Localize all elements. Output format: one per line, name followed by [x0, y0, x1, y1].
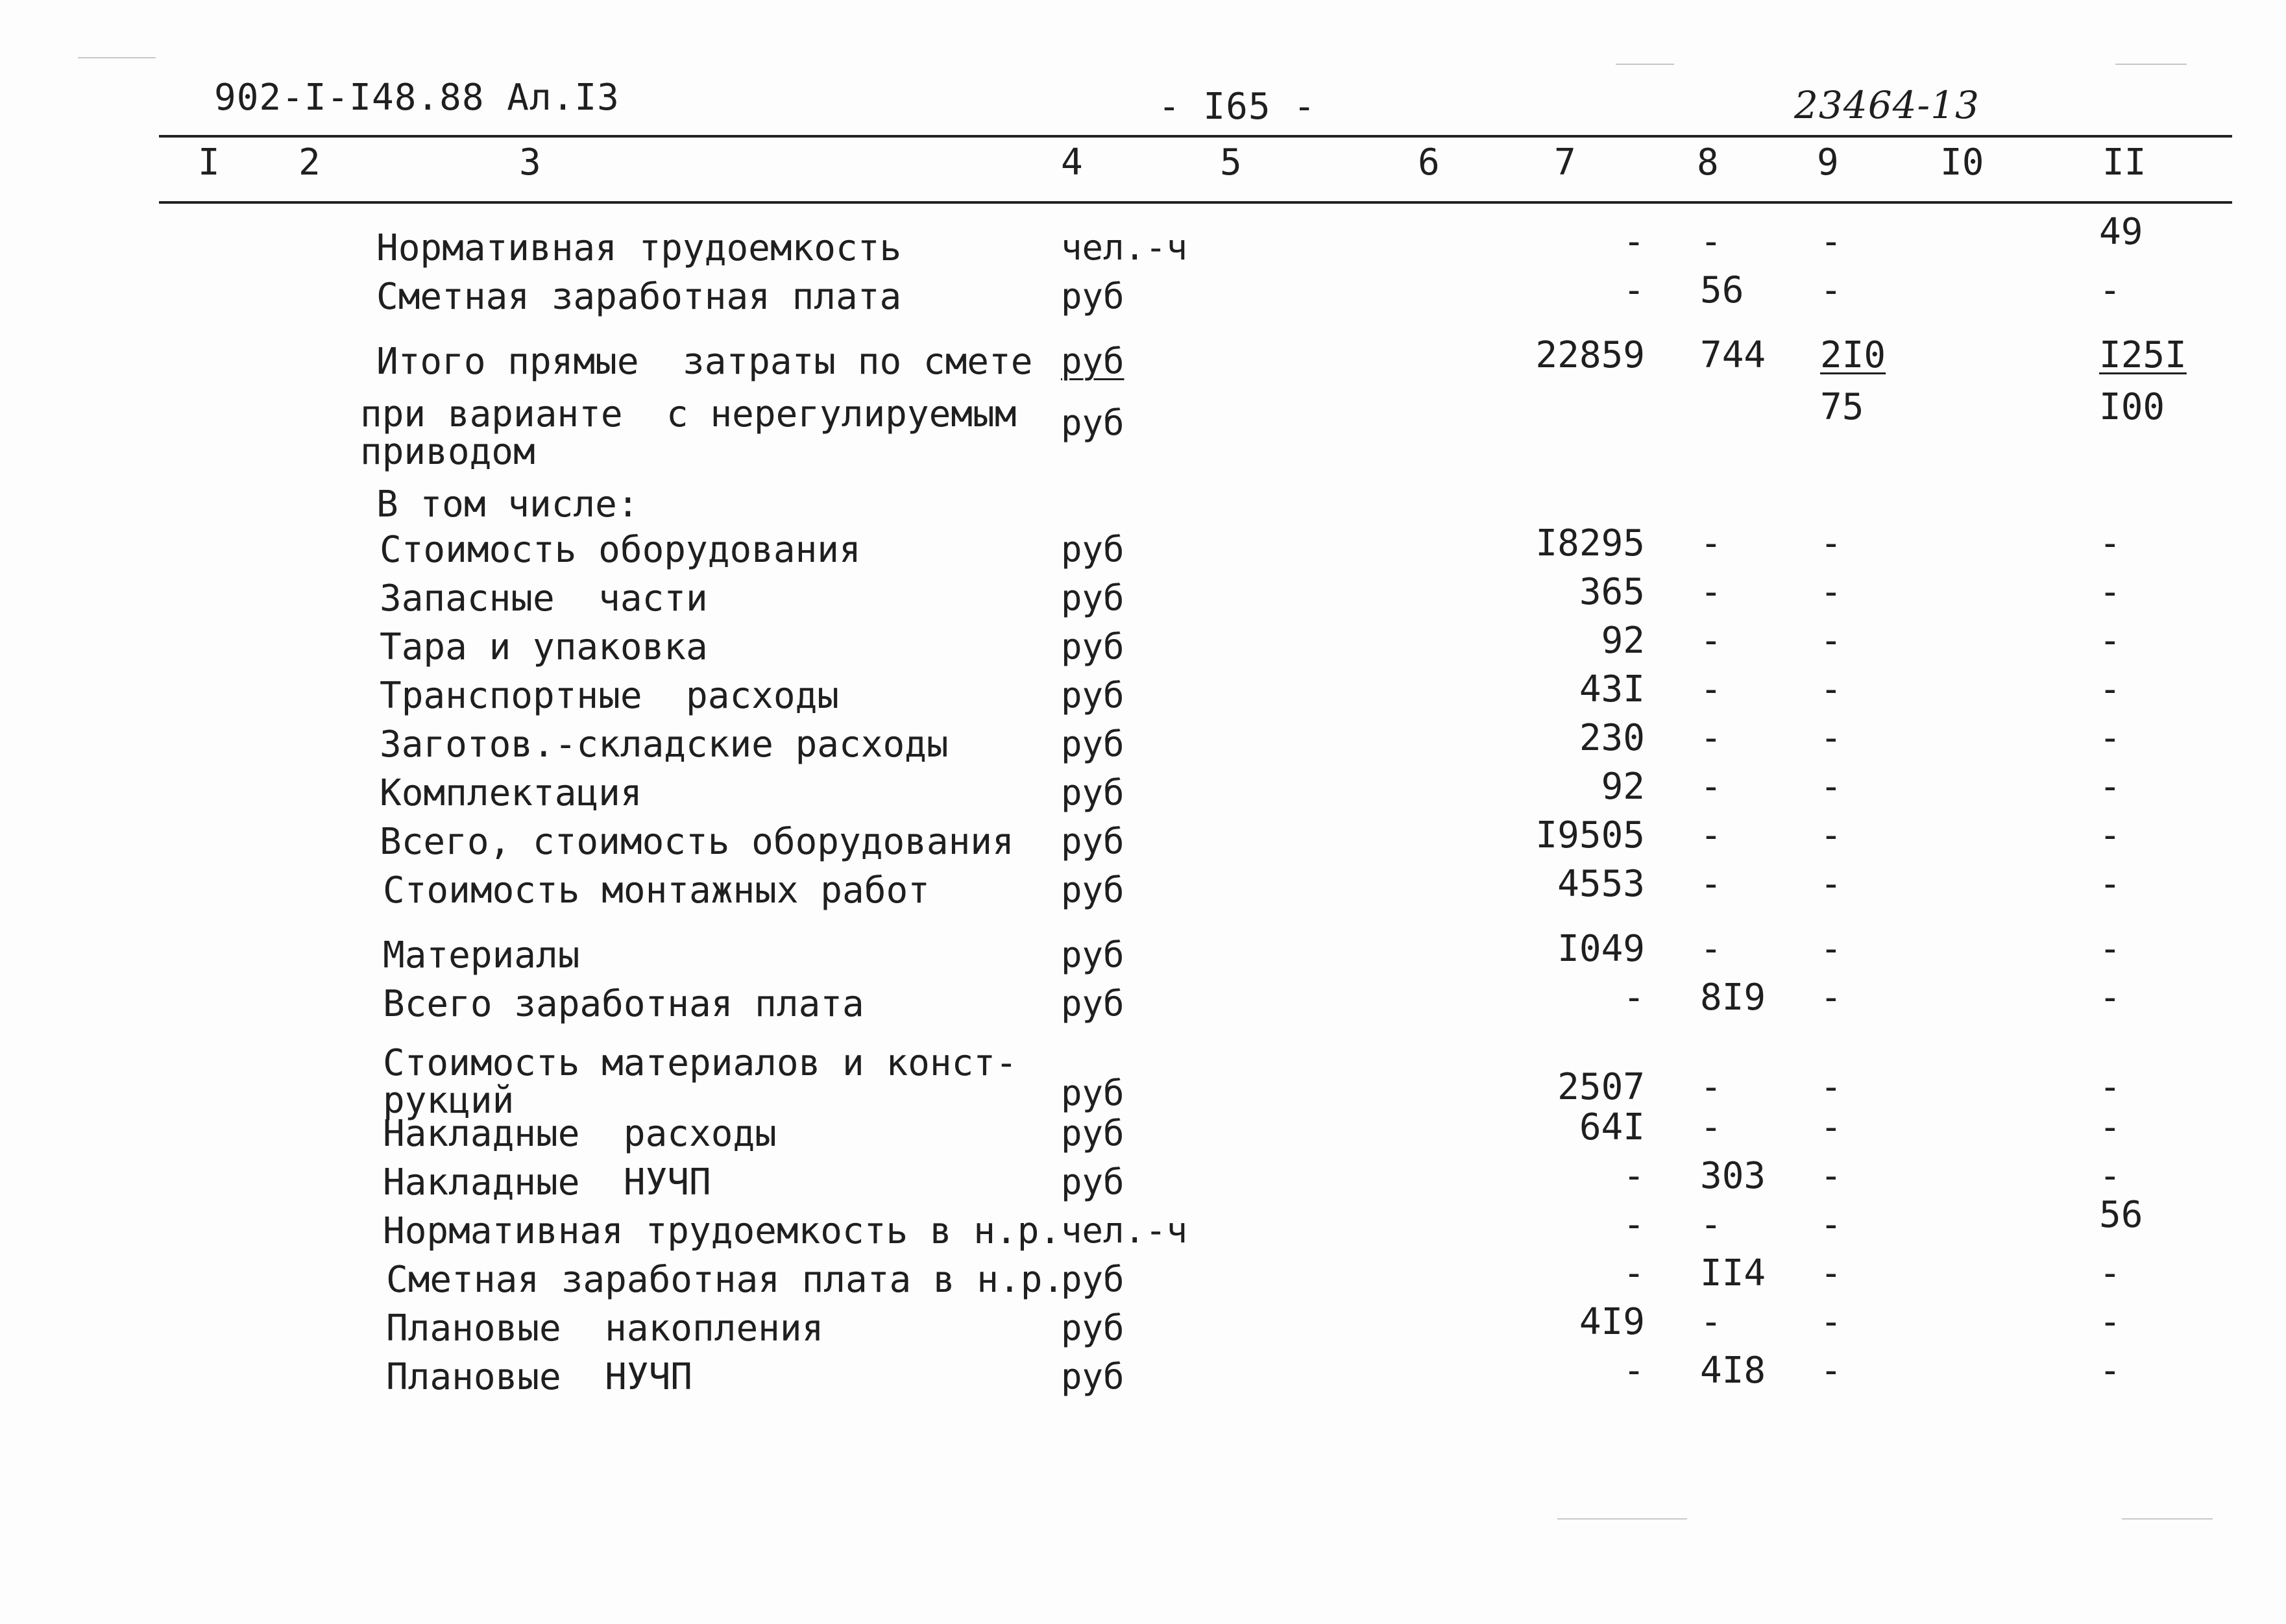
- row-description: Стоимость монтажных работ: [383, 869, 930, 912]
- cell-col9: -: [1820, 668, 1842, 710]
- scan-artifact: [78, 57, 156, 58]
- cell-col11: -: [2099, 766, 2121, 808]
- cell-col8: -: [1700, 522, 1722, 564]
- cell-col11: 49: [2099, 211, 2143, 253]
- cell-col7: 64I: [1579, 1106, 1645, 1148]
- cell-col11: -: [2099, 620, 2121, 662]
- cell-col9: -: [1820, 928, 1842, 970]
- cell-col8: 303: [1700, 1155, 1766, 1197]
- row-unit: чел.-ч: [1061, 227, 1188, 268]
- row-description: Всего, стоимость оборудования: [380, 821, 1014, 863]
- scan-artifact: [1616, 64, 1674, 65]
- row-description: Запасные части: [380, 577, 708, 620]
- cell-col7: -: [1623, 1252, 1645, 1294]
- cell-col9: -: [1820, 976, 1842, 1019]
- cell-col9: -: [1820, 620, 1842, 662]
- row-unit: руб: [1061, 341, 1125, 382]
- cell-col8: -: [1700, 221, 1722, 263]
- column-number: 6: [1418, 141, 1440, 184]
- cell-col8: 744: [1700, 334, 1766, 376]
- row-unit: чел.-ч: [1061, 1210, 1188, 1251]
- header-bottom-rule: [159, 201, 2232, 204]
- cell-col11: -: [2099, 928, 2121, 970]
- cell-col11: -: [2099, 1301, 2121, 1343]
- cell-col7: 2507: [1557, 1066, 1645, 1108]
- cell-col11: -: [2099, 814, 2121, 856]
- cell-col7: 43I: [1579, 668, 1645, 710]
- cell-col7: -: [1623, 269, 1645, 311]
- row-unit: руб: [1061, 723, 1125, 764]
- row-unit: руб: [1061, 675, 1125, 716]
- cell-col9: -: [1820, 1301, 1842, 1343]
- cell-col7: 22859: [1535, 334, 1645, 376]
- cell-col9: -: [1820, 717, 1842, 759]
- cell-col11: -: [2099, 1106, 2121, 1148]
- cell-col7: I9505: [1535, 814, 1645, 856]
- cell-col9: -: [1820, 1066, 1842, 1108]
- cell-col8: -: [1700, 668, 1722, 710]
- cell-col7: I8295: [1535, 522, 1645, 564]
- row-unit: руб: [1061, 1113, 1125, 1154]
- row-unit: руб: [1061, 1307, 1125, 1348]
- cell-col9: -: [1820, 814, 1842, 856]
- row-description: Стоимость материалов и конст- рукций: [383, 1042, 1017, 1122]
- cell-col7: -: [1623, 1155, 1645, 1197]
- cell-col11: -: [2099, 863, 2121, 905]
- cell-col9: -: [1820, 221, 1842, 263]
- cell-col9: -: [1820, 571, 1842, 613]
- row-description: Заготов.-складские расходы: [380, 723, 949, 766]
- cell-col11: I25I: [2099, 334, 2187, 376]
- row-unit: руб: [1061, 402, 1125, 443]
- cell-col8: II4: [1700, 1252, 1766, 1294]
- cell-col7: 92: [1601, 620, 1645, 662]
- cell-col8: -: [1700, 766, 1722, 808]
- column-number: I0: [1940, 141, 1984, 184]
- row-description: Комплектация: [380, 772, 642, 814]
- cell-col8: 8I9: [1700, 976, 1766, 1019]
- cell-col8: 4I8: [1700, 1350, 1766, 1392]
- row-description: Транспортные расходы: [380, 675, 840, 717]
- cell-col7: 365: [1579, 571, 1645, 613]
- row-unit: руб: [1061, 934, 1125, 975]
- cell-col9: -: [1820, 766, 1842, 808]
- column-number: 5: [1220, 141, 1242, 184]
- cell-col11: -: [2099, 1252, 2121, 1294]
- column-number: I: [198, 141, 220, 184]
- column-number: 2: [298, 141, 321, 184]
- cell-col11: -: [2099, 976, 2121, 1019]
- row-description: Накладные расходы: [383, 1113, 777, 1155]
- row-unit: руб: [1061, 772, 1125, 813]
- row-unit: руб: [1061, 276, 1125, 317]
- scan-artifact: [1557, 1518, 1687, 1520]
- row-description: В том числе:: [376, 483, 639, 526]
- column-number: 9: [1817, 141, 1839, 184]
- row-unit: руб: [1061, 626, 1125, 667]
- cell-col7: I049: [1557, 928, 1645, 970]
- cell-col11: -: [2099, 668, 2121, 710]
- row-unit: руб: [1061, 869, 1125, 910]
- cell-col9: -: [1820, 1204, 1842, 1246]
- cell-col9: -: [1820, 522, 1842, 564]
- cell-col8: -: [1700, 717, 1722, 759]
- cell-col8: -: [1700, 814, 1722, 856]
- cell-col9: -: [1820, 1252, 1842, 1294]
- row-description: Накладные НУЧП: [383, 1161, 711, 1204]
- row-description: Нормативная трудоемкость в н.р.: [383, 1210, 1062, 1252]
- row-unit: руб: [1061, 821, 1125, 862]
- cell-col9: -: [1820, 1350, 1842, 1392]
- cell-col9: -: [1820, 1106, 1842, 1148]
- cell-col7: 92: [1601, 766, 1645, 808]
- row-description: Всего заработная плата: [383, 983, 864, 1025]
- cell-col8: -: [1700, 1066, 1722, 1108]
- cell-col8: -: [1700, 571, 1722, 613]
- cell-col7: -: [1623, 1350, 1645, 1392]
- cell-col11: -: [2099, 1350, 2121, 1392]
- row-description: при варианте с нерегулируемым приводом: [360, 393, 1017, 473]
- cell-col7: 4553: [1557, 863, 1645, 905]
- row-description: Сметная заработная плата в н.р.: [386, 1259, 1065, 1301]
- cell-col11: -: [2099, 522, 2121, 564]
- header-top-rule: [159, 135, 2232, 138]
- row-unit: руб: [1061, 1259, 1125, 1300]
- cell-col7: -: [1623, 1204, 1645, 1246]
- cell-col8: -: [1700, 863, 1722, 905]
- cell-col8: -: [1700, 1204, 1722, 1246]
- row-description: Плановые накопления: [386, 1307, 824, 1350]
- scan-artifact: [2115, 64, 2187, 65]
- row-unit: руб: [1061, 983, 1125, 1024]
- column-number: II: [2102, 141, 2146, 184]
- cell-col11: -: [2099, 571, 2121, 613]
- row-unit: руб: [1061, 529, 1125, 570]
- cell-col11: 56: [2099, 1194, 2143, 1236]
- row-unit: руб: [1061, 1356, 1125, 1397]
- row-description: Сметная заработная плата: [376, 276, 902, 318]
- cell-col11: -: [2099, 1155, 2121, 1197]
- row-unit: руб: [1061, 1073, 1125, 1113]
- document-code: 902-I-I48.88 Ал.I3: [214, 77, 620, 119]
- cell-col7: -: [1623, 976, 1645, 1019]
- cell-col9: 75: [1820, 386, 1864, 428]
- cell-col9: -: [1820, 1155, 1842, 1197]
- cell-col7: -: [1623, 221, 1645, 263]
- column-number: 8: [1697, 141, 1719, 184]
- row-unit: руб: [1061, 1161, 1125, 1202]
- row-description: Плановые НУЧП: [386, 1356, 693, 1398]
- cell-col7: 4I9: [1579, 1301, 1645, 1343]
- cell-col7: 230: [1579, 717, 1645, 759]
- row-description: Тара и упаковка: [380, 626, 708, 668]
- cell-col11: -: [2099, 269, 2121, 311]
- cell-col8: -: [1700, 1106, 1722, 1148]
- row-description: Стоимость оборудования: [380, 529, 861, 571]
- cell-col9: 2I0: [1820, 334, 1886, 376]
- cell-col11: -: [2099, 1066, 2121, 1108]
- cell-col8: 56: [1700, 269, 1744, 311]
- cell-col9: -: [1820, 269, 1842, 311]
- row-description: Нормативная трудоемкость: [376, 227, 902, 269]
- row-description: Итого прямые затраты по смете: [376, 341, 1033, 383]
- scan-artifact: [2122, 1518, 2213, 1520]
- cell-col11: -: [2099, 717, 2121, 759]
- row-description: Материалы: [383, 934, 580, 976]
- column-number: 3: [519, 141, 541, 184]
- row-unit: руб: [1061, 577, 1125, 618]
- cell-col8: -: [1700, 1301, 1722, 1343]
- document-number: 23464-13: [1794, 83, 1980, 127]
- column-number: 7: [1554, 141, 1576, 184]
- page-number: - I65 -: [1158, 86, 1317, 128]
- column-number: 4: [1061, 141, 1083, 184]
- cell-col9: -: [1820, 863, 1842, 905]
- cell-col8: -: [1700, 928, 1722, 970]
- cell-col8: -: [1700, 620, 1722, 662]
- cell-col11: I00: [2099, 386, 2165, 428]
